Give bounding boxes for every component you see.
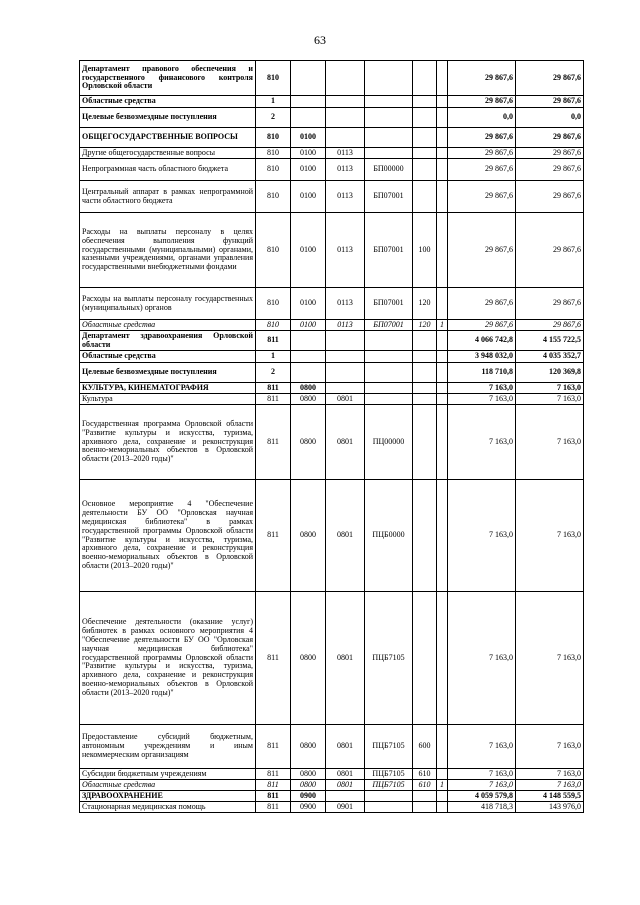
admin-code: 810 — [256, 181, 291, 213]
section-code: 0900 — [291, 791, 326, 802]
amount-year-2: 120 369,8 — [516, 363, 584, 383]
amount-year-2: 7 163,0 — [516, 769, 584, 780]
subsection-code — [326, 363, 365, 383]
amount-year-1: 4 059 579,8 — [448, 791, 516, 802]
table-row — [80, 769, 584, 780]
amount-year-2: 7 163,0 — [516, 780, 584, 791]
table-row — [80, 108, 584, 128]
expense-type — [413, 351, 437, 363]
admin-code: 2 — [256, 108, 291, 128]
subsection-code — [326, 791, 365, 802]
table-row — [80, 159, 584, 181]
target-code: БП07001 — [365, 288, 413, 320]
subsection-code: 0113 — [326, 288, 365, 320]
admin-code: 811 — [256, 331, 291, 351]
amount-year-2: 7 163,0 — [516, 394, 584, 405]
subsection-code: 0113 — [326, 159, 365, 181]
amount-year-2: 7 163,0 — [516, 725, 584, 769]
target-code: ПЦБ7105 — [365, 725, 413, 769]
expense-type — [413, 148, 437, 159]
expense-type: 600 — [413, 725, 437, 769]
section-code: 0100 — [291, 128, 326, 148]
expense-type — [413, 128, 437, 148]
expense-type — [413, 61, 437, 96]
amount-year-1: 29 867,6 — [448, 288, 516, 320]
amount-year-2: 4 035 352,7 — [516, 351, 584, 363]
row-name: Областные средства — [80, 96, 256, 108]
admin-code: 810 — [256, 148, 291, 159]
amount-year-1: 7 163,0 — [448, 405, 516, 480]
row-name: Центральный аппарат в рамках непрограммной части областного бюджета — [80, 181, 256, 213]
row-name: Предоставление субсидий бюджетным, автономным учреждениям и иным некоммерческим организациям — [80, 725, 256, 769]
source-code — [437, 725, 448, 769]
expense-type — [413, 181, 437, 213]
admin-code: 1 — [256, 96, 291, 108]
expense-type: 120 — [413, 288, 437, 320]
row-name: Субсидии бюджетным учреждениям — [80, 769, 256, 780]
section-code: 0100 — [291, 320, 326, 331]
amount-year-2: 29 867,6 — [516, 96, 584, 108]
target-code — [365, 331, 413, 351]
source-code — [437, 394, 448, 405]
target-code — [365, 148, 413, 159]
target-code: БП07001 — [365, 213, 413, 288]
row-name: Культура — [80, 394, 256, 405]
table-row — [80, 61, 584, 96]
section-code: 0900 — [291, 802, 326, 813]
subsection-code: 0801 — [326, 394, 365, 405]
amount-year-2: 29 867,6 — [516, 128, 584, 148]
source-code — [437, 213, 448, 288]
amount-year-2: 143 976,0 — [516, 802, 584, 813]
source-code: 1 — [437, 320, 448, 331]
admin-code: 810 — [256, 61, 291, 96]
admin-code: 811 — [256, 405, 291, 480]
amount-year-1: 7 163,0 — [448, 592, 516, 725]
subsection-code: 0801 — [326, 780, 365, 791]
subsection-code: 0801 — [326, 405, 365, 480]
source-code — [437, 791, 448, 802]
admin-code: 810 — [256, 128, 291, 148]
table-row — [80, 363, 584, 383]
section-code — [291, 351, 326, 363]
row-name: Стационарная медицинская помощь — [80, 802, 256, 813]
section-code: 0800 — [291, 592, 326, 725]
admin-code: 811 — [256, 480, 291, 592]
table-row — [80, 96, 584, 108]
source-code — [437, 128, 448, 148]
admin-code: 2 — [256, 363, 291, 383]
amount-year-2: 4 148 559,5 — [516, 791, 584, 802]
section-code — [291, 108, 326, 128]
amount-year-2: 0,0 — [516, 108, 584, 128]
table-row — [80, 288, 584, 320]
expense-type — [413, 802, 437, 813]
admin-code: 811 — [256, 592, 291, 725]
source-code — [437, 96, 448, 108]
expense-type — [413, 331, 437, 351]
amount-year-2: 29 867,6 — [516, 213, 584, 288]
amount-year-1: 29 867,6 — [448, 128, 516, 148]
section-code: 0800 — [291, 780, 326, 791]
row-name: Расходы на выплаты персоналу государственных (муниципальных) органов — [80, 288, 256, 320]
expense-type — [413, 592, 437, 725]
table-row — [80, 320, 584, 331]
admin-code: 810 — [256, 288, 291, 320]
row-name: Областные средства — [80, 320, 256, 331]
expense-type: 610 — [413, 769, 437, 780]
row-name: Основное мероприятие 4 "Обеспечение деятельности БУ ОО "Орловская научная медицинская библиотека" в рамках государственной программы Орловской области "Развитие культуры и искусства, туризма, архивного дела, сохранение и реконструкция военно-мемориальных объектов в Орловской области (2013–2020 годы)" — [80, 480, 256, 592]
source-code — [437, 592, 448, 725]
table-row — [80, 791, 584, 802]
section-code — [291, 96, 326, 108]
subsection-code: 0801 — [326, 592, 365, 725]
section-code: 0100 — [291, 159, 326, 181]
source-code — [437, 769, 448, 780]
amount-year-1: 29 867,6 — [448, 61, 516, 96]
table-row — [80, 351, 584, 363]
subsection-code: 0113 — [326, 181, 365, 213]
row-name: Целевые безвозмездные поступления — [80, 363, 256, 383]
subsection-code — [326, 61, 365, 96]
budget-table — [79, 60, 584, 813]
source-code — [437, 405, 448, 480]
subsection-code: 0113 — [326, 320, 365, 331]
admin-code: 811 — [256, 802, 291, 813]
target-code — [365, 61, 413, 96]
target-code — [365, 363, 413, 383]
amount-year-1: 29 867,6 — [448, 181, 516, 213]
row-name: Областные средства — [80, 351, 256, 363]
target-code — [365, 802, 413, 813]
subsection-code: 0901 — [326, 802, 365, 813]
section-code: 0800 — [291, 394, 326, 405]
section-code: 0800 — [291, 725, 326, 769]
subsection-code — [326, 96, 365, 108]
expense-type — [413, 405, 437, 480]
source-code — [437, 181, 448, 213]
amount-year-1: 7 163,0 — [448, 394, 516, 405]
expense-type: 120 — [413, 320, 437, 331]
amount-year-1: 3 948 032,0 — [448, 351, 516, 363]
section-code — [291, 61, 326, 96]
table-row — [80, 592, 584, 725]
section-code: 0100 — [291, 148, 326, 159]
admin-code: 811 — [256, 725, 291, 769]
target-code — [365, 394, 413, 405]
target-code: ПЦБ0000 — [365, 480, 413, 592]
section-code — [291, 363, 326, 383]
table-row — [80, 148, 584, 159]
source-code — [437, 351, 448, 363]
target-code: ПЦ00000 — [365, 405, 413, 480]
subsection-code: 0113 — [326, 148, 365, 159]
subsection-code — [326, 331, 365, 351]
admin-code: 811 — [256, 383, 291, 394]
section-code: 0100 — [291, 288, 326, 320]
target-code — [365, 383, 413, 394]
source-code — [437, 61, 448, 96]
source-code — [437, 159, 448, 181]
target-code — [365, 128, 413, 148]
section-code: 0800 — [291, 480, 326, 592]
table-row — [80, 405, 584, 480]
table-row — [80, 213, 584, 288]
amount-year-2: 7 163,0 — [516, 480, 584, 592]
amount-year-1: 4 066 742,8 — [448, 331, 516, 351]
expense-type — [413, 363, 437, 383]
amount-year-2: 7 163,0 — [516, 592, 584, 725]
row-name: Непрограммная часть областного бюджета — [80, 159, 256, 181]
expense-type — [413, 394, 437, 405]
source-code — [437, 288, 448, 320]
amount-year-1: 29 867,6 — [448, 213, 516, 288]
subsection-code — [326, 128, 365, 148]
amount-year-1: 118 710,8 — [448, 363, 516, 383]
admin-code: 810 — [256, 159, 291, 181]
target-code — [365, 791, 413, 802]
amount-year-2: 29 867,6 — [516, 159, 584, 181]
section-code: 0800 — [291, 383, 326, 394]
expense-type — [413, 791, 437, 802]
admin-code: 810 — [256, 213, 291, 288]
source-code — [437, 148, 448, 159]
target-code — [365, 351, 413, 363]
amount-year-1: 29 867,6 — [448, 159, 516, 181]
table-row — [80, 725, 584, 769]
admin-code: 811 — [256, 769, 291, 780]
subsection-code: 0113 — [326, 213, 365, 288]
table-row — [80, 331, 584, 351]
subsection-code: 0801 — [326, 769, 365, 780]
expense-type — [413, 108, 437, 128]
expense-type — [413, 480, 437, 592]
table-row — [80, 128, 584, 148]
subsection-code: 0801 — [326, 480, 365, 592]
target-code: БП07001 — [365, 320, 413, 331]
amount-year-1: 29 867,6 — [448, 320, 516, 331]
source-code — [437, 108, 448, 128]
source-code — [437, 383, 448, 394]
admin-code: 811 — [256, 394, 291, 405]
amount-year-2: 7 163,0 — [516, 383, 584, 394]
subsection-code: 0801 — [326, 725, 365, 769]
target-code: БП00000 — [365, 159, 413, 181]
target-code: БП07001 — [365, 181, 413, 213]
source-code — [437, 480, 448, 592]
table-row — [80, 802, 584, 813]
table-row — [80, 181, 584, 213]
target-code: ПЦБ7105 — [365, 780, 413, 791]
expense-type: 100 — [413, 213, 437, 288]
row-name: Департамент здравоохранения Орловской области — [80, 331, 256, 351]
amount-year-2: 4 155 722,5 — [516, 331, 584, 351]
admin-code: 810 — [256, 320, 291, 331]
amount-year-2: 29 867,6 — [516, 288, 584, 320]
table-row — [80, 383, 584, 394]
expense-type — [413, 96, 437, 108]
amount-year-2: 29 867,6 — [516, 61, 584, 96]
section-code: 0100 — [291, 181, 326, 213]
row-name: Обеспечение деятельности (оказание услуг) библиотек в рамках основного мероприятия 4 "Обеспечение деятельности БУ ОО "Орловская научная медицинская библиотека" государственной программы Орловской области "Развитие культуры и искусства, туризма, архивного дела, сохранение и реконструкция военно-мемориальных объектов в Орловской области (2013–2020 годы)" — [80, 592, 256, 725]
amount-year-1: 7 163,0 — [448, 383, 516, 394]
table-row — [80, 780, 584, 791]
amount-year-1: 29 867,6 — [448, 96, 516, 108]
expense-type: 610 — [413, 780, 437, 791]
amount-year-1: 7 163,0 — [448, 480, 516, 592]
section-code: 0800 — [291, 405, 326, 480]
target-code: ПЦБ7105 — [365, 769, 413, 780]
amount-year-2: 29 867,6 — [516, 148, 584, 159]
page-number: 63 — [314, 33, 326, 47]
subsection-code — [326, 383, 365, 394]
amount-year-2: 29 867,6 — [516, 181, 584, 213]
source-code: 1 — [437, 780, 448, 791]
row-name: Департамент правового обеспечения и государственного финансового контроля Орловской области — [80, 61, 256, 96]
amount-year-2: 29 867,6 — [516, 320, 584, 331]
amount-year-1: 418 718,3 — [448, 802, 516, 813]
target-code — [365, 108, 413, 128]
section-code — [291, 331, 326, 351]
row-name: Другие общегосударственные вопросы — [80, 148, 256, 159]
table-row — [80, 394, 584, 405]
target-code — [365, 96, 413, 108]
row-name: Расходы на выплаты персоналу в целях обеспечения выполнения функций государственными (муниципальными) органами, казенными учреждениями, органами управления государственными внебюджетными фондами — [80, 213, 256, 288]
amount-year-1: 29 867,6 — [448, 148, 516, 159]
row-name: Государственная программа Орловской области "Развитие культуры и искусства, туризма, архивного дела, сохранение и реконструкция военно-мемориальных объектов в Орловской области (2013–2020 годы)" — [80, 405, 256, 480]
admin-code: 811 — [256, 780, 291, 791]
table-row — [80, 480, 584, 592]
admin-code: 811 — [256, 791, 291, 802]
amount-year-1: 7 163,0 — [448, 780, 516, 791]
expense-type — [413, 159, 437, 181]
row-name: КУЛЬТУРА, КИНЕМАТОГРАФИЯ — [80, 383, 256, 394]
source-code — [437, 363, 448, 383]
row-name: Целевые безвозмездные поступления — [80, 108, 256, 128]
section-code: 0800 — [291, 769, 326, 780]
source-code — [437, 331, 448, 351]
subsection-code — [326, 108, 365, 128]
subsection-code — [326, 351, 365, 363]
section-code: 0100 — [291, 213, 326, 288]
row-name: Областные средства — [80, 780, 256, 791]
target-code: ПЦБ7105 — [365, 592, 413, 725]
amount-year-2: 7 163,0 — [516, 405, 584, 480]
row-name: ЗДРАВООХРАНЕНИЕ — [80, 791, 256, 802]
admin-code: 1 — [256, 351, 291, 363]
row-name: ОБЩЕГОСУДАРСТВЕННЫЕ ВОПРОСЫ — [80, 128, 256, 148]
amount-year-1: 7 163,0 — [448, 725, 516, 769]
expense-type — [413, 383, 437, 394]
amount-year-1: 7 163,0 — [448, 769, 516, 780]
source-code — [437, 802, 448, 813]
amount-year-1: 0,0 — [448, 108, 516, 128]
